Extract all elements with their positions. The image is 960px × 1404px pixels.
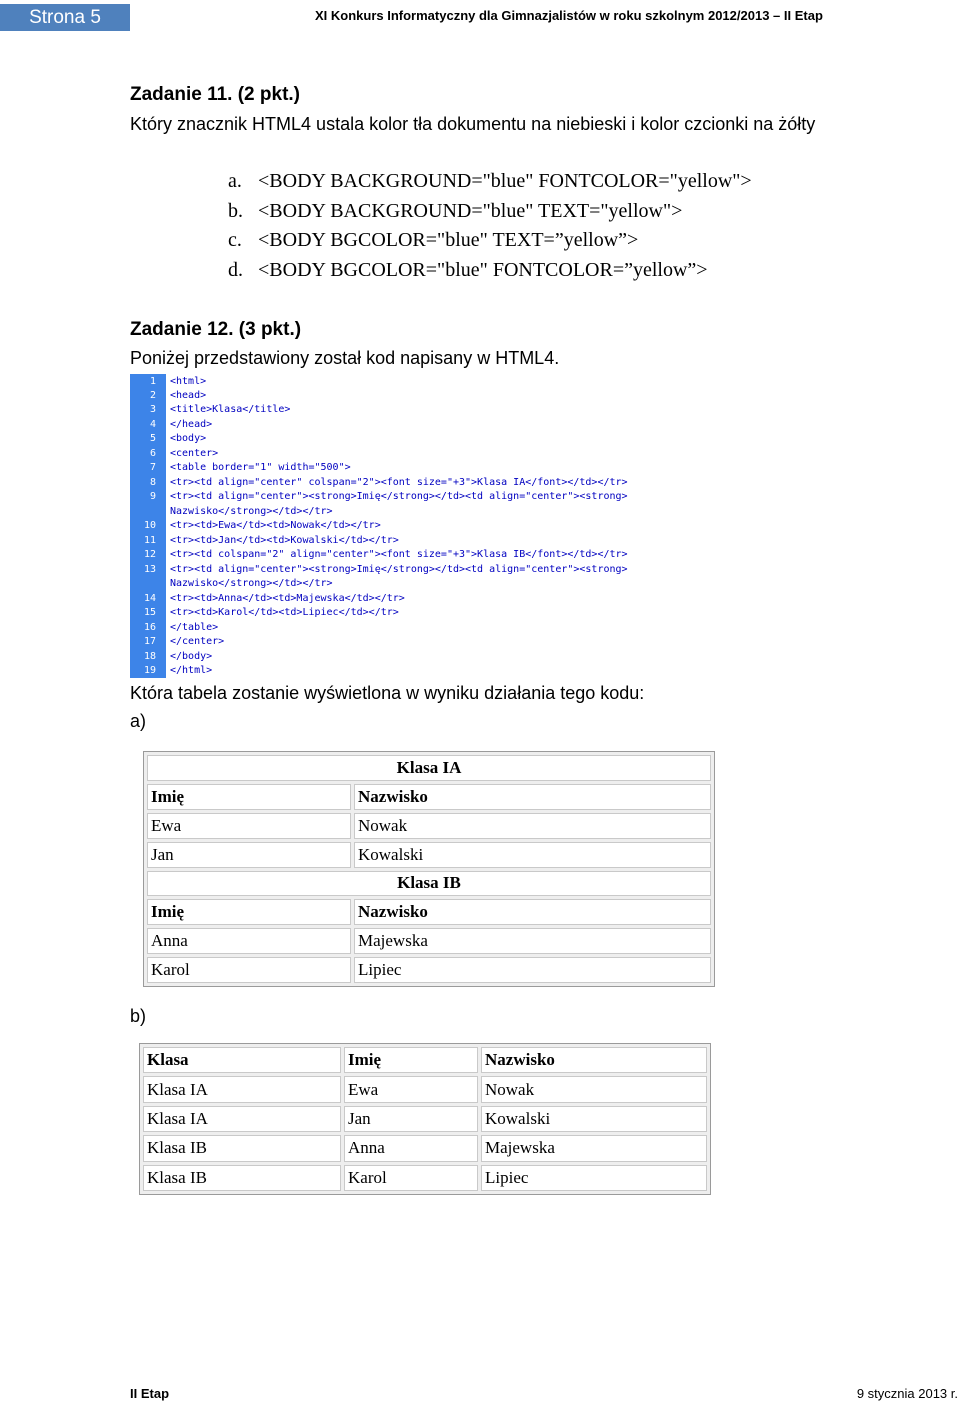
table-cell: Kowalski xyxy=(354,842,711,868)
table-cell: Anna xyxy=(147,928,351,954)
table-cell: Karol xyxy=(147,957,351,983)
table-cell: Jan xyxy=(147,842,351,868)
option-letter: a. xyxy=(228,170,242,192)
line-number: 18 xyxy=(143,651,156,662)
table-cell: Lipiec xyxy=(354,957,711,983)
table-header-cell: Klasa xyxy=(143,1047,341,1073)
code-text: <tr><td align="center" colspan="2"><font size="+3">Klasa IA</font></td></tr> xyxy=(170,477,628,488)
table-cell: Lipiec xyxy=(481,1165,707,1191)
table-cell: Majewska xyxy=(354,928,711,954)
answer-option-a xyxy=(228,170,752,193)
code-text: </table> xyxy=(170,622,219,633)
code-text: <table border="1" width="500"> xyxy=(170,462,351,473)
code-text: <tr><td align="center"><strong>Imię</strong></td><td align="center"><strong> xyxy=(170,564,628,575)
line-number: 6 xyxy=(149,448,156,459)
option-letter: d. xyxy=(228,259,243,281)
table-cell: Nowak xyxy=(354,813,711,839)
option-text: <BODY BGCOLOR="blue" TEXT=”yellow”> xyxy=(258,229,639,251)
code-text: <tr><td>Ewa</td><td>Nowak</td></tr> xyxy=(170,520,381,531)
table-cell: Majewska xyxy=(481,1135,707,1161)
option-text: <BODY BGCOLOR="blue" FONTCOLOR=”yellow”> xyxy=(258,259,708,281)
table-cell: Jan xyxy=(344,1106,478,1132)
answer-option-d xyxy=(228,259,708,282)
code-text: </html> xyxy=(170,665,213,676)
table-cell: Imię xyxy=(147,784,351,810)
table-header-cell: Nazwisko xyxy=(481,1047,707,1073)
table-cell: Anna xyxy=(344,1135,478,1161)
line-number: 13 xyxy=(143,564,156,575)
footer-date: 9 stycznia 2013 r. xyxy=(856,1386,958,1401)
answer-table-a xyxy=(143,751,715,987)
table-cell: Klasa IA xyxy=(147,755,711,781)
line-number: 2 xyxy=(149,390,156,401)
option-letter: b. xyxy=(228,200,243,222)
line-number: 7 xyxy=(149,462,156,473)
table-cell: Klasa IB xyxy=(143,1135,341,1161)
line-number: 9 xyxy=(149,491,156,502)
table-cell: Klasa IB xyxy=(143,1165,341,1191)
table-cell: Karol xyxy=(344,1165,478,1191)
code-text: <head> xyxy=(170,390,207,401)
answer-table-b xyxy=(139,1043,711,1195)
code-text: <tr><td>Jan</td><td>Kowalski</td></tr> xyxy=(170,535,399,546)
task-11-title: Zadanie 11. (2 pkt.) xyxy=(130,84,300,105)
line-number: 17 xyxy=(143,636,156,647)
line-number: 11 xyxy=(143,535,156,546)
page-number-tab: Strona 5 xyxy=(0,4,130,31)
document-header-title: XI Konkurs Informatyczny dla Gimnazjalistów w roku szkolnym 2012/2013 – II Etap xyxy=(315,8,823,23)
line-number: 12 xyxy=(143,549,156,560)
option-text: <BODY BACKGROUND="blue" TEXT="yellow"> xyxy=(258,200,683,222)
table-cell: Nowak xyxy=(481,1076,707,1102)
code-text: <tr><td>Karol</td><td>Lipiec</td></tr> xyxy=(170,607,399,618)
code-text: </body> xyxy=(170,651,213,662)
code-text: <tr><td>Anna</td><td>Majewska</td></tr> xyxy=(170,593,405,604)
answer-option-b xyxy=(228,200,682,223)
task-11-question: Który znacznik HTML4 ustala kolor tła dokumentu na niebieski i kolor czcionki na żółty xyxy=(130,114,816,134)
line-number: 3 xyxy=(149,404,156,415)
table-cell: Klasa IA xyxy=(143,1106,341,1132)
code-text: Nazwisko</strong></td></tr> xyxy=(170,506,333,517)
option-text: <BODY BACKGROUND="blue" FONTCOLOR="yellow"> xyxy=(258,170,752,192)
table-cell: Nazwisko xyxy=(354,899,711,925)
answer-option-c xyxy=(228,229,638,252)
line-number: 14 xyxy=(143,593,156,604)
line-number: 19 xyxy=(143,665,156,676)
table-cell: Ewa xyxy=(344,1076,478,1102)
line-number: 15 xyxy=(143,607,156,618)
table-cell: Imię xyxy=(147,899,351,925)
table-cell: Nazwisko xyxy=(354,784,711,810)
option-letter: c. xyxy=(228,229,242,251)
code-listing xyxy=(130,374,730,678)
table-cell: Kowalski xyxy=(481,1106,707,1132)
code-text: </head> xyxy=(170,419,213,430)
code-text: <tr><td align="center"><strong>Imię</strong></td><td align="center"><strong> xyxy=(170,491,628,502)
line-number: 8 xyxy=(149,477,156,488)
code-text: <body> xyxy=(170,433,207,444)
code-text: <title>Klasa</title> xyxy=(170,404,291,415)
table-header-cell: Imię xyxy=(344,1047,478,1073)
footer-stage: II Etap xyxy=(130,1386,170,1401)
table-cell: Ewa xyxy=(147,813,351,839)
table-cell: Klasa IA xyxy=(143,1076,341,1102)
code-text: </center> xyxy=(170,636,225,647)
code-text: <tr><td colspan="2" align="center"><font size="+3">Klasa IB</font></td></tr> xyxy=(170,549,628,560)
code-text: <html> xyxy=(170,376,207,387)
option-a-label: a) xyxy=(130,711,147,731)
line-number: 16 xyxy=(143,622,156,633)
task-12-title: Zadanie 12. (3 pkt.) xyxy=(130,319,302,340)
code-text: Nazwisko</strong></td></tr> xyxy=(170,578,333,589)
table-cell: Klasa IB xyxy=(147,871,711,897)
option-b-label: b) xyxy=(130,1006,147,1026)
task-12-question: Która tabela zostanie wyświetlona w wyniku działania tego kodu: xyxy=(130,683,645,703)
line-number: 4 xyxy=(149,419,156,430)
task-12-intro: Poniżej przedstawiony został kod napisany w HTML4. xyxy=(130,348,560,368)
line-number: 5 xyxy=(149,433,156,444)
code-text: <center> xyxy=(170,448,219,459)
line-number: 10 xyxy=(143,520,156,531)
line-number: 1 xyxy=(149,376,156,387)
